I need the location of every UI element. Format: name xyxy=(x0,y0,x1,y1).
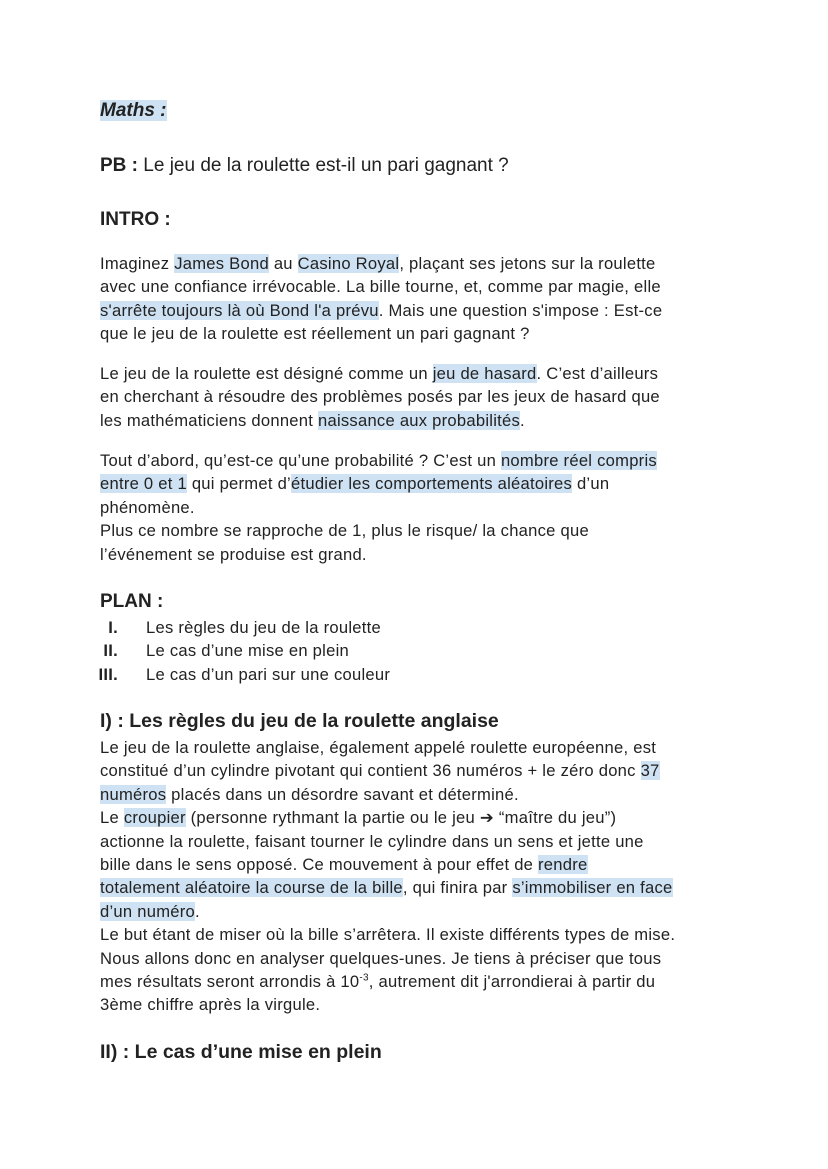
intro-heading: INTRO : xyxy=(100,209,171,230)
text-segment: Le but étant de miser où la bille s’arrêtera. Il existe différents types de mise. xyxy=(100,925,676,945)
text-segment: Nous allons donc en analyser quelques-unes. Je tiens à préciser que tous xyxy=(100,948,662,968)
plan-item-label: Le cas d’une mise en plein xyxy=(146,641,349,661)
text-line xyxy=(100,853,675,876)
text-segment: qui permet d’ xyxy=(186,474,291,494)
text-line xyxy=(100,322,662,345)
highlighted-text: numéros xyxy=(100,784,167,804)
text-line xyxy=(100,275,662,298)
pb-text: Le jeu de la roulette est-il un pari gagnant ? xyxy=(138,155,509,176)
text-segment: . C’est d’ailleurs xyxy=(536,364,659,383)
highlighted-text: rendre xyxy=(538,854,588,874)
plan-list xyxy=(96,616,390,686)
highlighted-text: s'arrête toujours là où Bond l'a prévu xyxy=(100,300,379,320)
highlighted-text: entre 0 et 1 xyxy=(100,474,187,494)
text-segment: Imaginez xyxy=(100,254,175,273)
text-line xyxy=(100,496,657,519)
superscript: -3 xyxy=(359,972,369,984)
pb-label: PB : xyxy=(100,155,138,176)
text-segment: Le jeu de la roulette anglaise, également appelé roulette européenne, est xyxy=(100,738,657,757)
text-segment: Tout d’abord, qu’est-ce qu’une probabilité ? C’est un xyxy=(100,451,501,470)
text-line xyxy=(100,736,675,759)
highlighted-text: croupier xyxy=(123,808,186,828)
text-line xyxy=(100,783,675,806)
text-segment: les mathématiciens donnent xyxy=(100,410,318,430)
highlighted-text: nombre réel compris xyxy=(500,451,657,470)
text-line xyxy=(100,449,657,472)
text-segment: Plus ce nombre se rapproche de 1, plus le risque/ la chance que xyxy=(100,521,589,541)
intro-paragraph-2 xyxy=(100,362,660,432)
text-line xyxy=(100,993,675,1016)
text-segment: Le jeu de la roulette est désigné comme un xyxy=(100,364,433,383)
text-segment: au xyxy=(268,254,298,273)
text-segment: l’événement se produise est grand. xyxy=(100,544,367,564)
text-segment: . xyxy=(520,410,525,430)
text-segment: phénomène. xyxy=(100,497,195,517)
document-title xyxy=(100,100,167,122)
text-segment: , plaçant ses jetons sur la roulette xyxy=(399,254,656,273)
text-segment: actionne la roulette, faisant tourner le cylindre dans un sens et jette une xyxy=(100,831,644,851)
section-1-heading: I) : Les règles du jeu de la roulette anglaise xyxy=(100,710,499,732)
highlighted-text: s’immobiliser en face xyxy=(512,878,673,898)
plan-item-number: II. xyxy=(103,641,118,661)
text-line xyxy=(100,876,675,899)
text-line xyxy=(100,947,675,970)
plan-item-number: I. xyxy=(108,618,118,637)
highlighted-text: totalement aléatoire la course de la bille xyxy=(100,878,403,898)
text-line xyxy=(100,806,675,829)
text-line xyxy=(100,923,675,946)
text-segment: en cherchant à résoudre des problèmes posés par les jeux de hasard que xyxy=(100,387,660,407)
text-segment: d’un xyxy=(572,474,610,494)
text-segment: , qui finira par xyxy=(402,878,513,898)
text-line xyxy=(100,519,657,542)
text-segment: (personne rythmant la partie ou le jeu ➔ “maître du jeu”) xyxy=(185,808,617,828)
text-line xyxy=(100,970,675,993)
highlighted-text: jeu de hasard xyxy=(432,364,537,383)
plan-heading: PLAN : xyxy=(100,591,164,612)
problem-statement xyxy=(100,155,509,177)
title-text: Maths : xyxy=(100,100,167,121)
text-segment: , autrement dit j'arrondierai à partir du xyxy=(368,971,656,991)
text-segment: bille dans le sens opposé. Ce mouvement à pour effet de xyxy=(100,854,539,874)
text-segment: . Mais une question s'impose : Est-ce xyxy=(378,300,663,320)
highlighted-text: Casino Royal xyxy=(297,254,400,273)
section-2-heading: II) : Le cas d’une mise en plein xyxy=(100,1041,382,1063)
plan-item xyxy=(96,663,390,686)
text-segment: avec une confiance irrévocable. La bille tourne, et, comme par magie, elle xyxy=(100,277,661,297)
text-segment: Le xyxy=(100,808,124,828)
section-1-body xyxy=(100,736,675,1017)
highlighted-text: étudier les comportements aléatoires xyxy=(291,474,573,494)
text-line xyxy=(100,900,675,923)
intro-paragraph-1 xyxy=(100,252,662,346)
text-line xyxy=(100,409,660,432)
plan-item-label: Le cas d’un pari sur une couleur xyxy=(146,664,391,684)
text-line xyxy=(100,543,657,566)
text-segment: 3ème chiffre après la virgule. xyxy=(100,995,321,1015)
highlighted-text: d’un numéro xyxy=(100,901,195,921)
highlighted-text: 37 xyxy=(640,761,660,781)
highlighted-text: naissance aux probabilités xyxy=(317,410,521,430)
highlighted-text: James Bond xyxy=(174,254,269,273)
text-line xyxy=(100,385,660,408)
text-line xyxy=(100,472,657,495)
text-segment: constitué d’un cylindre pivotant qui contient 36 numéros + le zéro donc xyxy=(100,761,641,781)
text-segment: . xyxy=(195,901,200,921)
intro-paragraph-3 xyxy=(100,449,657,566)
text-line xyxy=(100,830,675,853)
text-line xyxy=(100,362,660,385)
text-line xyxy=(100,252,662,275)
plan-item-number: III. xyxy=(98,664,118,684)
text-segment: que le jeu de la roulette est réellement un pari gagnant ? xyxy=(100,324,530,344)
text-line xyxy=(100,759,675,782)
plan-item-label: Les règles du jeu de la roulette xyxy=(146,618,381,637)
text-segment: mes résultats seront arrondis à 10 xyxy=(100,971,360,991)
text-line xyxy=(100,299,662,322)
text-segment: placés dans un désordre savant et déterminé. xyxy=(166,784,519,804)
plan-item xyxy=(96,616,390,639)
plan-item xyxy=(96,639,390,662)
